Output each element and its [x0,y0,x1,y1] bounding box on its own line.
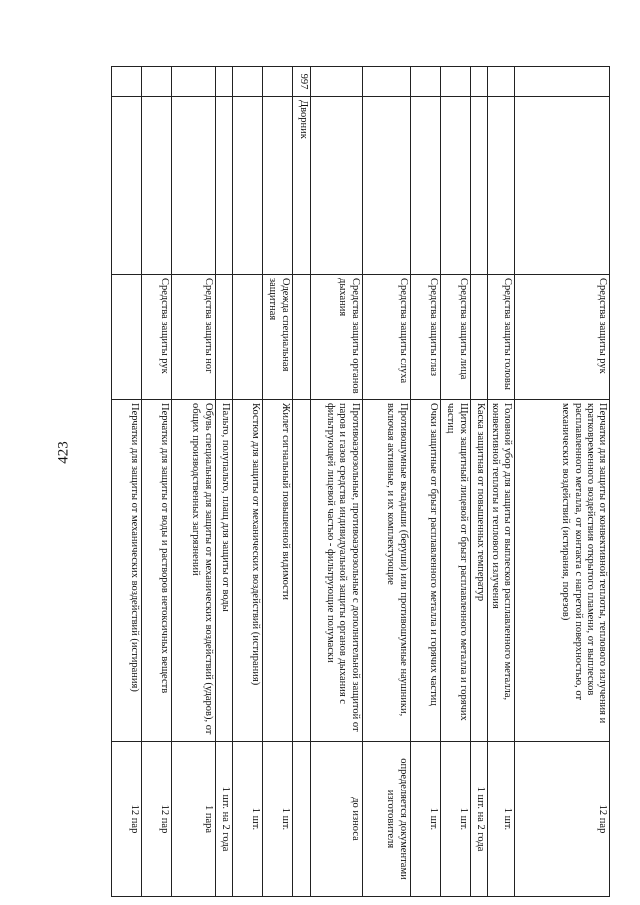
table-row [232,67,262,897]
item-cell: Каска защитная от повышенных температур [470,400,487,742]
item-cell: Противошумные вкладыши (беруши) или противошумные наушники, включая активные, и их комплектующие [362,400,410,742]
table-row [410,67,440,897]
profession-cell [232,97,262,275]
quantity-cell: 1 шт. [232,742,262,897]
item-cell: Перчатки для защиты от конвективной теплоты, теплового излучения и кратковременного воздействия открытого пламени, от выплесков расплавленного металла, от контакта с нагретой поверхностью, от механических воздействий (истирания, порезов) [515,400,610,742]
table-row [262,67,292,897]
category-cell: Средства защиты рук [515,275,610,400]
item-cell: Обувь специальная для защиты от механических воздействий (ударов), от общих производственных загрязнений [171,400,215,742]
row-number [171,67,215,97]
profession-cell [111,97,141,275]
quantity-cell: 1 шт. [440,742,470,897]
quantity-cell: 1 шт. [487,742,514,897]
profession-cell [310,97,362,275]
item-cell: Костюм для защиты от механических воздействий (истирания) [232,400,262,742]
rotated-table-wrapper [111,66,610,896]
profession-cell [487,97,514,275]
row-number [232,67,262,97]
profession-cell [440,97,470,275]
profession-cell [141,97,171,275]
category-cell [292,275,310,400]
table-row [515,67,610,897]
row-number [141,67,171,97]
table-row [470,67,487,897]
category-cell [470,275,487,400]
table-row [440,67,470,897]
profession-cell [362,97,410,275]
table-row [141,67,171,897]
category-cell [111,275,141,400]
quantity-cell: 1 пара [171,742,215,897]
quantity-cell: 1 шт. на 2 года [470,742,487,897]
item-cell: Головной убор для защиты от выплесков расплавленного металла, конвективной теплоты и теплового излучения [487,400,514,742]
profession-cell [470,97,487,275]
row-number [470,67,487,97]
ppe-table [111,66,610,897]
profession-cell [262,97,292,275]
category-cell: Одежда специальная защитная [262,275,292,400]
category-cell: Средства защиты органов дыхания [310,275,362,400]
row-number [515,67,610,97]
table-row [171,67,215,897]
category-cell [215,275,232,400]
row-number [362,67,410,97]
table-row [362,67,410,897]
item-cell: Очки защитные от брызг расплавленного металла и горячих частиц [410,400,440,742]
profession-cell [171,97,215,275]
category-cell: Средства защиты лица [440,275,470,400]
table-row [215,67,232,897]
row-number [487,67,514,97]
quantity-cell: 1 шт. на 2 года [215,742,232,897]
category-cell: Средства защиты слуха [362,275,410,400]
table-row [487,67,514,897]
category-cell: Средства защиты рук [141,275,171,400]
row-number [410,67,440,97]
profession-cell: Дворник [292,97,310,275]
category-cell: Средства защиты глаз [410,275,440,400]
row-number [111,67,141,97]
item-cell [292,400,310,742]
item-cell: Щиток защитный лицевой от брызг расплавленного металла и горячих частиц [440,400,470,742]
item-cell: Перчатки для защиты от механических воздействий (истирания) [111,400,141,742]
table-row [111,67,141,897]
table-row [310,67,362,897]
quantity-cell: 12 пар [111,742,141,897]
item-cell: Жилет сигнальный повышенной видимости [262,400,292,742]
profession-cell [515,97,610,275]
row-number [215,67,232,97]
quantity-cell [292,742,310,897]
item-cell: Перчатки для защиты от воды и растворов нетоксичных веществ [141,400,171,742]
quantity-cell: 12 пар [141,742,171,897]
quantity-cell: 12 пар [515,742,610,897]
quantity-cell: определяется документами изготовителя [362,742,410,897]
profession-cell [215,97,232,275]
row-number: 997 [292,67,310,97]
quantity-cell: 1 шт. [262,742,292,897]
item-cell: Противоаэрозольные, противоаэрозольные с дополнительной защитой от паров и газов средства индивидуальной защиты органов дыхания с фильтрующей лицевой частью - фильтрующие полумаски [310,400,362,742]
table-row [292,67,310,897]
quantity-cell: 1 шт. [410,742,440,897]
profession-cell [410,97,440,275]
quantity-cell: до износа [310,742,362,897]
category-cell [232,275,262,400]
page-number: 423 [55,441,72,464]
row-number [310,67,362,97]
category-cell: Средства защиты ног [171,275,215,400]
category-cell: Средства защиты головы [487,275,514,400]
row-number [262,67,292,97]
row-number [440,67,470,97]
item-cell: Пальто, полупальто, плащ для защиты от воды [215,400,232,742]
